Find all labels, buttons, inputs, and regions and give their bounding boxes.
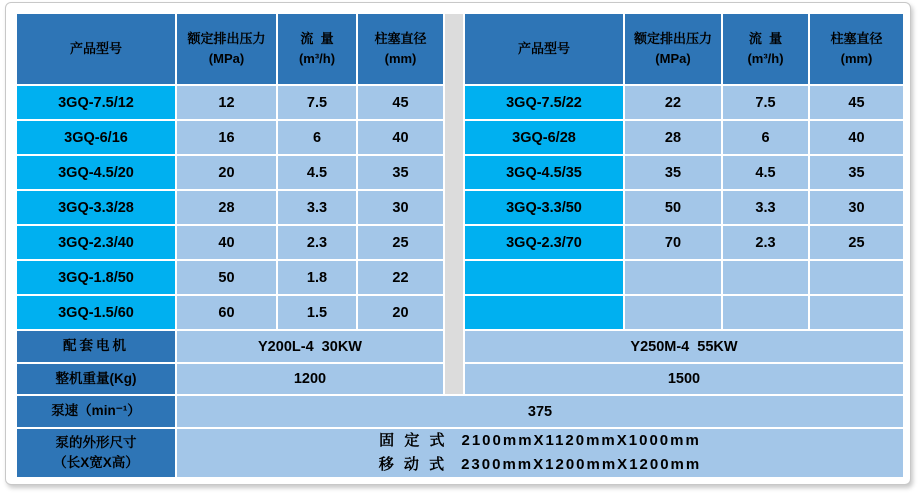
flow-cell: 3.3 <box>723 191 808 224</box>
diameter-cell: 40 <box>358 121 443 154</box>
model-cell: 3GQ-2.3/40 <box>17 226 175 259</box>
pressure-cell: 16 <box>177 121 276 154</box>
flow-cell: 6 <box>723 121 808 154</box>
diameter-cell: 22 <box>358 261 443 294</box>
flow-cell: 3.3 <box>278 191 356 224</box>
pressure-cell: 50 <box>625 191 721 224</box>
diameter-cell: 35 <box>358 156 443 189</box>
diameter-cell: 45 <box>358 86 443 119</box>
pressure-cell: 20 <box>177 156 276 189</box>
table-gap-divider <box>445 14 463 394</box>
col-header-pressure-left: 额定排出压力 (MPa) <box>177 14 276 84</box>
flow-cell: 4.5 <box>723 156 808 189</box>
spec-table-panel <box>5 2 911 485</box>
flow-cell: 2.3 <box>278 226 356 259</box>
pressure-cell: 70 <box>625 226 721 259</box>
diameter-cell: 20 <box>358 296 443 329</box>
pressure-cell: 22 <box>625 86 721 119</box>
diameter-cell: 25 <box>358 226 443 259</box>
diameter-cell-empty <box>810 296 903 329</box>
diameter-cell: 40 <box>810 121 903 154</box>
flow-cell: 7.5 <box>278 86 356 119</box>
col-header-product-model-left <box>17 14 175 84</box>
diameter-cell: 45 <box>810 86 903 119</box>
weight-row-label: 整机重量(Kg) <box>17 364 175 394</box>
model-cell: 3GQ-3.3/28 <box>17 191 175 224</box>
col-header-pressure-right: 额定排出压力 (MPa) <box>625 14 721 84</box>
flow-cell: 4.5 <box>278 156 356 189</box>
model-cell-empty <box>465 296 623 329</box>
speed-row-label: 泵速（min⁻¹） <box>17 396 175 427</box>
model-cell: 3GQ-4.5/20 <box>17 156 175 189</box>
pressure-cell: 28 <box>625 121 721 154</box>
flow-cell-empty <box>723 261 808 294</box>
col-header-label: 产品型号 <box>69 40 122 56</box>
model-cell: 3GQ-7.5/22 <box>465 86 623 119</box>
flow-cell: 2.3 <box>723 226 808 259</box>
pressure-cell: 50 <box>177 261 276 294</box>
model-cell: 3GQ-6/16 <box>17 121 175 154</box>
col-header-product-model-right: 产品型号 <box>465 14 623 84</box>
diameter-cell: 25 <box>810 226 903 259</box>
spec-table-grid <box>17 14 905 477</box>
dims-value-block <box>177 429 903 477</box>
pressure-cell: 40 <box>177 226 276 259</box>
weight-value-left: 1200 <box>177 364 443 394</box>
diameter-cell: 30 <box>810 191 903 224</box>
flow-cell: 1.8 <box>278 261 356 294</box>
dims-line-fixed: 固 定 式 2100mmX1120mmX1000mm <box>379 432 701 449</box>
pressure-cell: 12 <box>177 86 276 119</box>
motor-value-right: Y250M-4 55KW <box>465 331 903 362</box>
motor-row-label: 配套电机 <box>17 331 175 362</box>
model-cell: 3GQ-7.5/12 <box>17 86 175 119</box>
model-cell: 3GQ-2.3/70 <box>465 226 623 259</box>
pressure-cell-empty <box>625 261 721 294</box>
flow-cell: 6 <box>278 121 356 154</box>
pressure-cell: 60 <box>177 296 276 329</box>
col-header-flow-right: 流 量 (m³/h) <box>723 14 808 84</box>
model-cell: 3GQ-1.8/50 <box>17 261 175 294</box>
model-cell: 3GQ-1.5/60 <box>17 296 175 329</box>
flow-cell: 1.5 <box>278 296 356 329</box>
speed-value: 375 <box>177 396 903 427</box>
dims-line-mobile: 移 动 式 2300mmX1200mmX1200mm <box>378 456 702 473</box>
model-cell: 3GQ-4.5/35 <box>465 156 623 189</box>
col-header-flow-left: 流 量 (m³/h) <box>278 14 356 84</box>
col-header-diameter-right: 柱塞直径 (mm) <box>810 14 903 84</box>
motor-value-left: Y200L-4 30KW <box>177 331 443 362</box>
diameter-cell-empty <box>810 261 903 294</box>
pressure-cell: 28 <box>177 191 276 224</box>
model-cell-empty <box>465 261 623 294</box>
model-cell: 3GQ-6/28 <box>465 121 623 154</box>
pressure-cell: 35 <box>625 156 721 189</box>
flow-cell-empty <box>723 296 808 329</box>
diameter-cell: 30 <box>358 191 443 224</box>
diameter-cell: 35 <box>810 156 903 189</box>
weight-value-right: 1500 <box>465 364 903 394</box>
dims-row-label: 泵的外形尺寸 （长X宽X高） <box>17 429 175 477</box>
pressure-cell-empty <box>625 296 721 329</box>
flow-cell: 7.5 <box>723 86 808 119</box>
col-header-diameter-left: 柱塞直径 (mm) <box>358 14 443 84</box>
model-cell: 3GQ-3.3/50 <box>465 191 623 224</box>
